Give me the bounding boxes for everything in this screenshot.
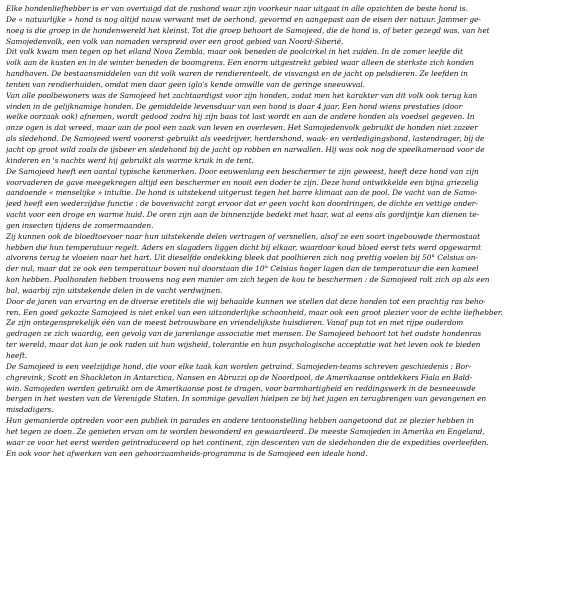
text-line: jacht op groot wild zoals de ijsbeer en sledehond bij de jacht op robben en narwallen. Hij was ook nog de speelkameraad voor de <box>6 144 485 154</box>
document-page <box>6 4 580 596</box>
text-line: waar ze voor het eerst werden geïntroduceerd op het continent, zijn descenten van de sledehonden die de expedities overleefden. <box>6 437 489 447</box>
text-line: De Samojeed is een veelzijdige hond, die voor elke taak kan worden getraind. Samojeden-teams schreven geschiedenis : Bor- <box>6 361 471 371</box>
text-line: chgrevink, Scott en Shackleton in Antarctica, Nansen en Abruzzi op de Noordpool, de Amerikaanse ontdekkers Fiala en Bald- <box>6 372 473 382</box>
text-line: handhaven. De bestaansmiddelen van dit volk waren de rendierenteelt, de visvangst en de jacht op pelsdieren. Ze leefden in <box>6 69 468 79</box>
text-line: vinden in de gelijknamige honden. De gemiddelde levensduur van een hond is daar 4 jaar. Een hond wiens prestaties (door <box>6 101 463 111</box>
text-line: En ook voor het afwerken van een gehoorzaamheids-programma is de Samojeed een ideale hond. <box>6 448 368 458</box>
text-line: Samojedenvolk, een volk van nomaden verspreid over een groot gebied van Noord-Siberië. <box>6 36 344 46</box>
text-line: het tegen ze doen. Ze genieten ervan om te worden bewonderd en gewaardeerd. De meeste Samojeden in Amerika en Engeland, <box>6 426 485 436</box>
text-line: noeg is die groep in de hondenwereld het kleinst. Tot die groep behoort de Samojeed, die de hond is, of beter gezegd was, van het <box>6 25 490 35</box>
text-line: Ze zijn ontegensprekelijk één van de meest betrouwbare en vriendelijkste huisdieren. Vanaf pup tot en met rijpe ouderdom <box>6 318 464 328</box>
text-line: der nul, maar dat ze ook een temperatuur boven nul doorstaan die 10° Celsius hoger lagen dan de temperatuur die een kameel <box>6 264 479 274</box>
text-line: ter wereld, maar dat kan je ook raden uit hun wijsheid, tolerantie en hun psychologische acceptatie wat het leven ook te bieden <box>6 340 481 350</box>
text-line: Zij kunnen ook de bloedtoevoer naar hun uitstekende delen vertragen of versnellen, alsof ze een soort ingebouwde thermostaat <box>6 231 481 241</box>
text-line: gen insecten tijdens de zomermaanden. <box>6 220 154 230</box>
text-line: kinderen en 's nachts werd hij gebruikt als warme kruik in de tent. <box>6 155 254 165</box>
text-line: heeft. <box>6 351 28 360</box>
text-line: win. Samojeden werden gebruikt om de Amerikaanse post te dragen, voor barmhartigheid en reddingswerk in de besneeuwde <box>6 383 476 393</box>
text-line: Hun gemanierde optreden voor een publiek in parades en andere tentoonstelling hebben aangetoond dat ze plezier hebben in <box>6 416 474 426</box>
text-line: Dit volk kwam men tegen op het eiland Nova Zembla, maar ook beneden de poolcirkel in het zuiden. In de zomer leefde dit <box>6 47 463 57</box>
text-line: als sledehond. De Samojeed werd voorerst gebruikt als veedrijver, herdershond, waak- en verdedigingshond, lastendrager, bij de <box>6 134 485 144</box>
text-line: De Samojeed heeft een aantal typische kenmerken. Door eeuwenlang een beschermer te zijn geweest, heeft deze hond van zijn <box>6 166 479 176</box>
text-line: gedragen ze zich waardig, een gevolg van de jarenlange associatie met mensen. De Samojeed behoort tot het oudste hondenras <box>6 329 482 339</box>
text-line: welke oorzaak ook) afnemen, wordt gedood zodra hij zijn baas tot last wordt en aan de andere honden als voedsel gegeven. In <box>6 112 475 122</box>
text-line: Elke hondenliefhebber is er van overtuigd dat de rashond waar zijn voorkeur naar uitgaat in alle opzichten de beste hond is. <box>6 4 468 13</box>
text-line: bal, waarbij zijn uitstekende delen in de vacht verdwijnen. <box>6 285 223 295</box>
text-line: onze ogen is dat wreed, maar aan de pool een zaak van leven en overleven. Het Samojedenvolk gebruikt de honden niet zozeer <box>6 123 478 133</box>
text-line: misdadigers. <box>6 405 54 415</box>
text-line: alvorens terug te vloeien naar het hart. Uit dieselfde ondekking bleek dat poolhieren zich nog prettig voelen bij 50° Celsius on- <box>6 253 478 263</box>
text-line: Van alle poolbewoners was de Samojeed het zachtaardigst voor zijn honden, zodat men het karakter van dit volk ook terug kan <box>6 90 478 100</box>
text-line: ren. Een goed gekozte Samojeed is niet enkel van een uitzonderlijke schoonheid, maar ook een groot plezier voor de echte liefhebber. <box>6 307 503 317</box>
text-line: hebben die hun temperatuur regelt. Aders en slagaders liggen dicht bij elkaar, waardoor koud bloed eerst tets werd opgewarmt <box>6 242 482 252</box>
text-line: tenten van rendierhuiden, omdat men daar geen iglo's kende omwille van de geringe sneeuwval. <box>6 79 365 89</box>
text-line: De « natuurlijke » hond is nog altijd nauw verwant met de oerhond, gevormd en aangepast aan de eisen der natuur. Jammer ge- <box>6 14 481 24</box>
text-line: jeed heeft een wederzijdse functie : de bovenvacht zorgt ervoor dat er geen vocht kan doordringen, de dichte en vettige onder- <box>6 199 478 209</box>
text-line: kon hebben. Poolhonden hebben trouwens nog een manier om zich tegen de kou te beschermen : de Samojeed rolt zich op als een <box>6 275 490 285</box>
text-line: vacht voor een droge en warme huid. De oren zijn aan de binnenzijde bedekt met haar, wat al eens als gordijntje kan dienen te- <box>6 210 479 220</box>
text-line: bergen in het westen van de Verenigde Staten. In sommige gevallen hielpen ze bij het jagen en terugbrengen van gevangenen en <box>6 394 487 404</box>
text-line: volk aan de kusten en in de winter beneden de boomgrens. Een enorm uitgestrekt gebied waar alleen de sterkste zich konden <box>6 58 474 68</box>
text-line: voorvaderen de gave meegekregen altijd een beschermer en nooit een doder te zijn. Deze hond ontwikkelde een bijna griezelig <box>6 177 479 187</box>
text-line: Door de jaren van ervaring en de diverse eretitels die wij behaalde kunnen we stellen dat deze honden tot een prachtig ras beho- <box>6 296 486 306</box>
text-line: aandoende « menselijke » intuïtie. De hond is uitstekend uitgerust tegen het barre klimaat aan de pool. De vacht van de Samo- <box>6 188 478 198</box>
